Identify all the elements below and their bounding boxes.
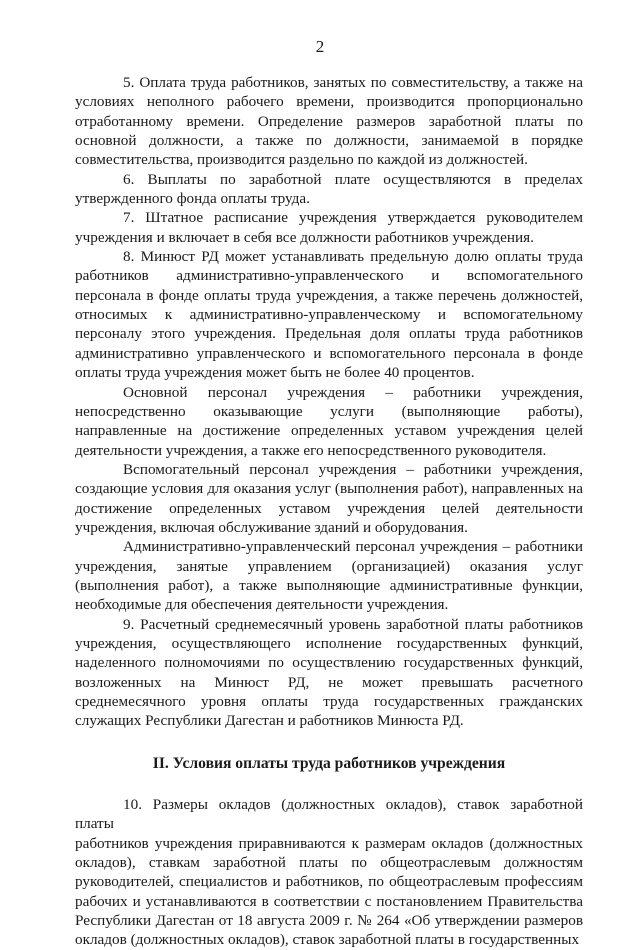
text-line: 9. Расчетный среднемесячный уровень заработной платы работников bbox=[123, 615, 583, 633]
text-line: Вспомогательный персонал учреждения – работники учреждения, bbox=[123, 460, 583, 478]
text-line: служащих Республики Дагестан и работников Минюста РД. bbox=[75, 712, 464, 730]
text-line: непосредственно оказывающие услуги (выполняющие работы), bbox=[75, 402, 583, 420]
text-line: направленные на достижение определенных уставом учреждения целей bbox=[75, 422, 583, 440]
text-line: окладов (должностных окладов), ставок заработной платы в государственных bbox=[75, 931, 580, 949]
text-line: административно управленческого и вспомогательного персонала в фонде bbox=[75, 344, 583, 362]
text-line: работников административно-управленческого и вспомогательного bbox=[75, 267, 583, 285]
text-line: учреждения и включает в себя все должности работников учреждения. bbox=[75, 228, 534, 246]
text-line: деятельности учреждения, а также его непосредственного руководителя. bbox=[75, 441, 547, 459]
text-line: среднемесячного уровня оплаты труда государственных гражданских bbox=[75, 693, 583, 710]
text-line: необходимые для обеспечения деятельности учреждения. bbox=[75, 596, 449, 614]
text-line: 5. Оплата труда работников, занятых по совместительству, а также на bbox=[123, 74, 583, 91]
text-line: окладов), ставкам заработной платы по общеотраслевым должностям bbox=[75, 854, 583, 872]
paragraph bbox=[75, 537, 583, 614]
text-line: учреждения, осуществляющего исполнение государственных функций, bbox=[75, 634, 583, 652]
paragraphs-before-heading bbox=[75, 73, 583, 731]
paragraphs-after-heading bbox=[75, 795, 583, 950]
paragraph bbox=[75, 247, 583, 382]
page-number: 2 bbox=[315, 37, 325, 56]
text-line: утвержденного фонда оплаты труда. bbox=[75, 190, 310, 208]
section-heading: II. Условия оплаты труда работников учреждения bbox=[152, 754, 506, 772]
text-line: достижение определенных уставом учреждения целей деятельности bbox=[75, 499, 583, 517]
text-line: учреждения, занятые управлением (организацией) оказания услуг bbox=[75, 557, 583, 575]
text-line: основной должности, а также по должности, занимаемой в порядке bbox=[75, 132, 583, 150]
text-line: возложенных на Минюст РД, не может превышать расчетного bbox=[75, 673, 583, 691]
text-line: (выполнения работ), а также выполняющие административные функции, bbox=[75, 576, 583, 594]
paragraph bbox=[75, 208, 583, 247]
text-line: персоналу этого учреждения. Предельная доля оплаты труда работников bbox=[75, 325, 583, 343]
text-line: 6. Выплаты по заработной плате осуществляются в пределах bbox=[123, 170, 583, 188]
text-line: совместительства, производится раздельно по каждой из должностей. bbox=[75, 151, 528, 169]
paragraph bbox=[75, 795, 583, 950]
paragraph bbox=[75, 460, 583, 537]
text-line: 7. Штатное расписание учреждения утверждается руководителем bbox=[123, 209, 583, 227]
text-line: наделенного полномочиями по осуществлению государственных функций, bbox=[75, 654, 583, 672]
text-line: 8. Минюст РД может устанавливать предельную долю оплаты труда bbox=[123, 248, 583, 266]
paragraph bbox=[75, 170, 583, 209]
text-line: персонала в фонде оплаты труда учреждения, а также перечень должностей, bbox=[75, 286, 583, 304]
text-line: Республики Дагестан от 18 августа 2009 г. № 264 «Об утверждении размеров bbox=[75, 912, 583, 930]
text-line: относимых к административно-управленческому и вспомогательному bbox=[75, 306, 583, 324]
text-line: Основной персонал учреждения – работники учреждения, bbox=[123, 383, 583, 401]
text-line: условиях неполного рабочего времени, производится пропорционально bbox=[75, 93, 583, 111]
text-line: Административно-управленческий персонал учреждения – работники bbox=[123, 538, 583, 556]
text-line: отработанному времени. Определение размеров заработной платы по bbox=[75, 112, 583, 130]
text-line: учреждения, включая обслуживание зданий и оборудования. bbox=[75, 518, 468, 536]
paragraph bbox=[75, 615, 583, 731]
text-line: рабочих и устанавливаются в соответствии с постановлением Правительства bbox=[75, 892, 583, 910]
text-line: 10. Размеры окладов (должностных окладов), ставок заработной платы bbox=[75, 796, 583, 833]
paragraph bbox=[75, 383, 583, 460]
text-line: работников учреждения приравниваются к размерам окладов (должностных bbox=[75, 834, 583, 852]
text-line: оплаты труда учреждения может быть не более 40 процентов. bbox=[75, 364, 475, 382]
document-body bbox=[75, 73, 583, 950]
text-line: руководителей, специалистов и работников, по общеотраслевым профессиям bbox=[75, 873, 583, 891]
text-line: создающие условия для оказания услуг (выполнения работ), направленных на bbox=[75, 480, 583, 498]
paragraph bbox=[75, 73, 583, 170]
